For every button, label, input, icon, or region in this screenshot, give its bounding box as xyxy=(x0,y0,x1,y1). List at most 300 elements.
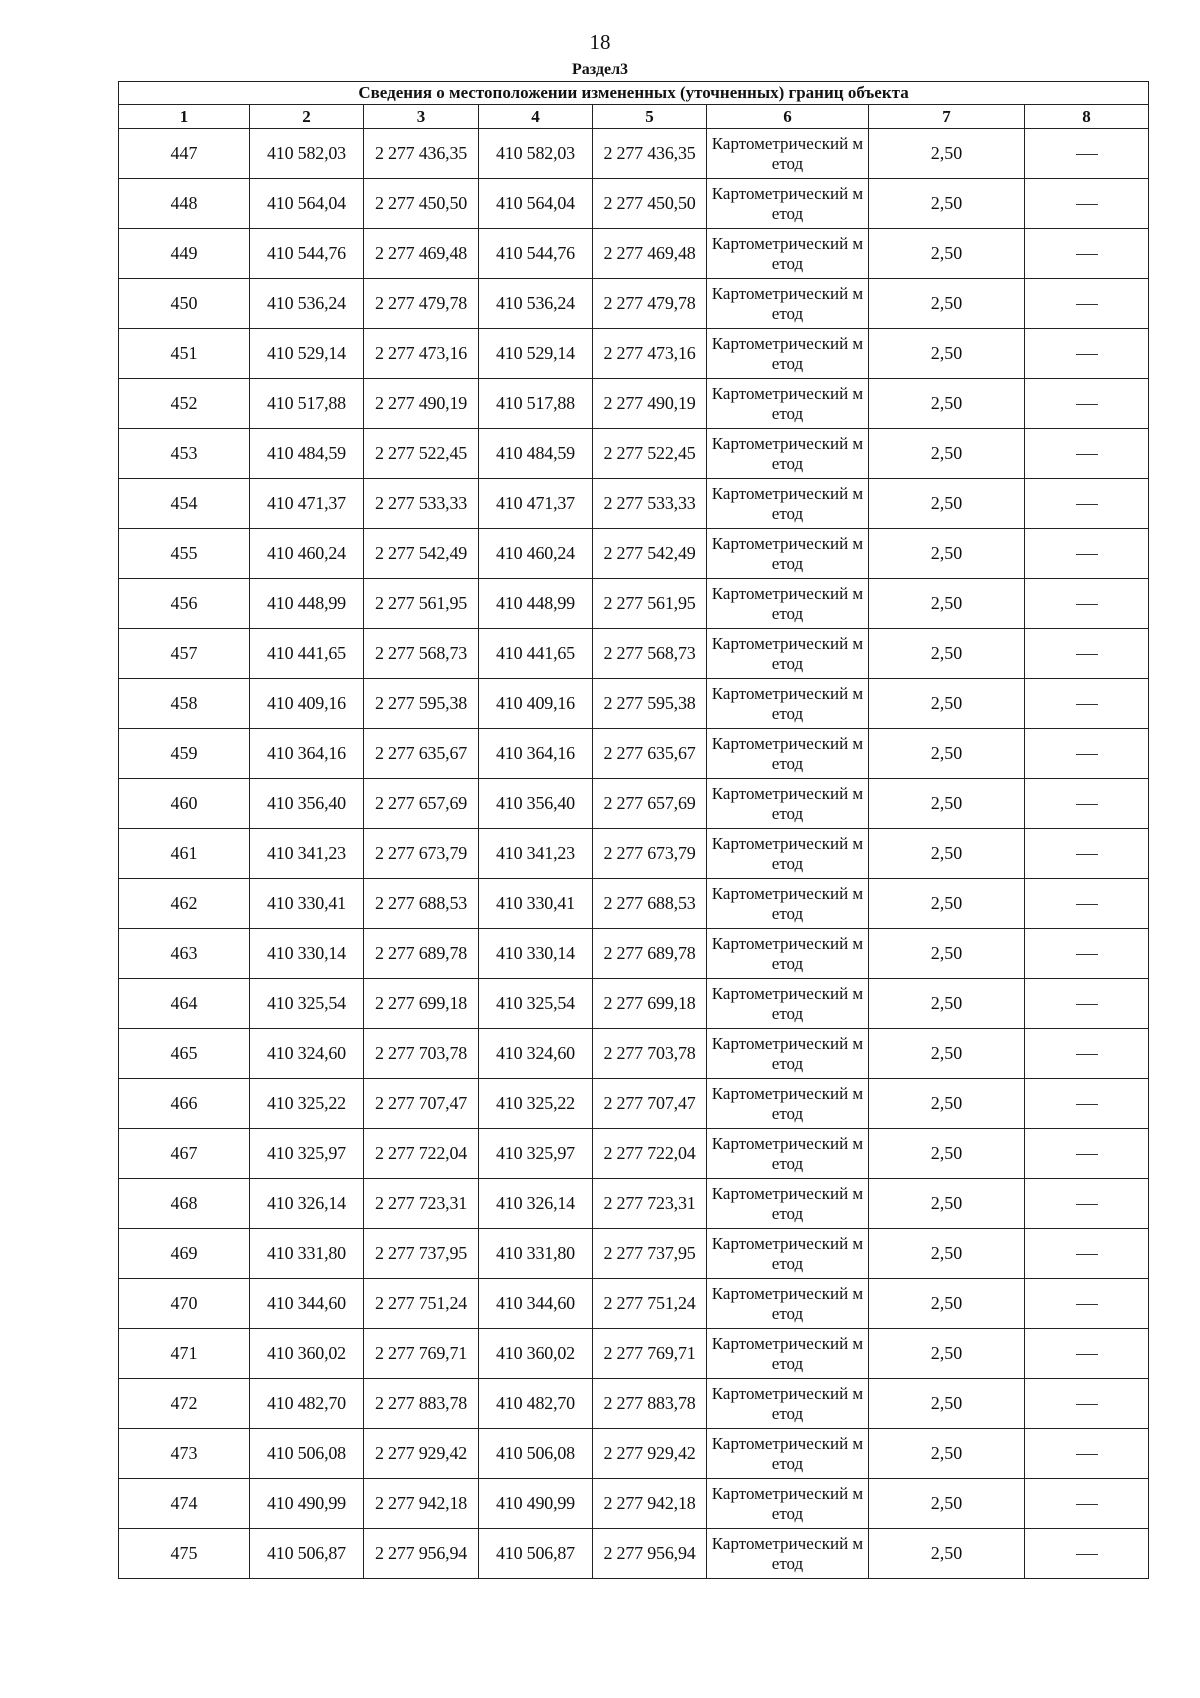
new-x-cell: 410 517,88 xyxy=(479,379,593,429)
table-row xyxy=(119,279,1149,329)
table-row xyxy=(119,1429,1149,1479)
determination-method-cell: Картометрический метод xyxy=(707,329,869,379)
new-y-cell: 2 277 688,53 xyxy=(593,879,707,929)
point-number-cell: 450 xyxy=(119,279,250,329)
accuracy-cell: 2,50 xyxy=(869,879,1025,929)
old-x-cell: 410 529,14 xyxy=(250,329,364,379)
dash-mark xyxy=(1076,1454,1098,1455)
point-number-cell: 465 xyxy=(119,1029,250,1079)
table-row xyxy=(119,929,1149,979)
old-x-cell: 410 364,16 xyxy=(250,729,364,779)
description-cell xyxy=(1025,479,1149,529)
determination-method-cell: Картометрический метод xyxy=(707,1279,869,1329)
table-title: Сведения о местоположении измененных (уточненных) границ объекта xyxy=(119,82,1149,105)
dash-mark xyxy=(1076,1254,1098,1255)
table-row xyxy=(119,1329,1149,1379)
old-y-cell: 2 277 707,47 xyxy=(364,1079,479,1129)
old-x-cell: 410 344,60 xyxy=(250,1279,364,1329)
new-x-cell: 410 506,87 xyxy=(479,1529,593,1579)
determination-method-cell: Картометрический метод xyxy=(707,629,869,679)
point-number-cell: 459 xyxy=(119,729,250,779)
new-y-cell: 2 277 703,78 xyxy=(593,1029,707,1079)
new-y-cell: 2 277 956,94 xyxy=(593,1529,707,1579)
point-number-cell: 456 xyxy=(119,579,250,629)
determination-method-cell: Картометрический метод xyxy=(707,1029,869,1079)
table-row xyxy=(119,879,1149,929)
determination-method-cell: Картометрический метод xyxy=(707,879,869,929)
new-x-cell: 410 325,22 xyxy=(479,1079,593,1129)
new-x-cell: 410 356,40 xyxy=(479,779,593,829)
old-y-cell: 2 277 956,94 xyxy=(364,1529,479,1579)
new-y-cell: 2 277 469,48 xyxy=(593,229,707,279)
new-y-cell: 2 277 769,71 xyxy=(593,1329,707,1379)
old-y-cell: 2 277 595,38 xyxy=(364,679,479,729)
old-y-cell: 2 277 450,50 xyxy=(364,179,479,229)
table-row xyxy=(119,1079,1149,1129)
description-cell xyxy=(1025,1079,1149,1129)
description-cell xyxy=(1025,1529,1149,1579)
determination-method-cell: Картометрический метод xyxy=(707,729,869,779)
point-number-cell: 475 xyxy=(119,1529,250,1579)
table-row xyxy=(119,529,1149,579)
point-number-cell: 453 xyxy=(119,429,250,479)
table-row xyxy=(119,1029,1149,1079)
old-x-cell: 410 471,37 xyxy=(250,479,364,529)
old-x-cell: 410 506,87 xyxy=(250,1529,364,1579)
new-y-cell: 2 277 722,04 xyxy=(593,1129,707,1179)
new-x-cell: 410 325,97 xyxy=(479,1129,593,1179)
new-x-cell: 410 331,80 xyxy=(479,1229,593,1279)
old-x-cell: 410 341,23 xyxy=(250,829,364,879)
accuracy-cell: 2,50 xyxy=(869,379,1025,429)
old-x-cell: 410 544,76 xyxy=(250,229,364,279)
new-x-cell: 410 564,04 xyxy=(479,179,593,229)
dash-mark xyxy=(1076,804,1098,805)
dash-mark xyxy=(1076,204,1098,205)
determination-method-cell: Картометрический метод xyxy=(707,529,869,579)
determination-method-cell: Картометрический метод xyxy=(707,829,869,879)
accuracy-cell: 2,50 xyxy=(869,1079,1025,1129)
old-y-cell: 2 277 490,19 xyxy=(364,379,479,429)
table-row xyxy=(119,379,1149,429)
dash-mark xyxy=(1076,1304,1098,1305)
dash-mark xyxy=(1076,304,1098,305)
dash-mark xyxy=(1076,1104,1098,1105)
new-y-cell: 2 277 707,47 xyxy=(593,1079,707,1129)
old-x-cell: 410 460,24 xyxy=(250,529,364,579)
old-x-cell: 410 325,97 xyxy=(250,1129,364,1179)
new-x-cell: 410 471,37 xyxy=(479,479,593,529)
table-row xyxy=(119,429,1149,479)
new-x-cell: 410 484,59 xyxy=(479,429,593,479)
accuracy-cell: 2,50 xyxy=(869,1479,1025,1529)
accuracy-cell: 2,50 xyxy=(869,1129,1025,1179)
old-y-cell: 2 277 673,79 xyxy=(364,829,479,879)
determination-method-cell: Картометрический метод xyxy=(707,1179,869,1229)
new-y-cell: 2 277 673,79 xyxy=(593,829,707,879)
dash-mark xyxy=(1076,1504,1098,1505)
new-x-cell: 410 409,16 xyxy=(479,679,593,729)
description-cell xyxy=(1025,329,1149,379)
new-x-cell: 410 344,60 xyxy=(479,1279,593,1329)
point-number-cell: 460 xyxy=(119,779,250,829)
dash-mark xyxy=(1076,754,1098,755)
old-y-cell: 2 277 751,24 xyxy=(364,1279,479,1329)
description-cell xyxy=(1025,1329,1149,1379)
old-y-cell: 2 277 568,73 xyxy=(364,629,479,679)
dash-mark xyxy=(1076,404,1098,405)
accuracy-cell: 2,50 xyxy=(869,129,1025,179)
column-header-6: 6 xyxy=(707,105,869,129)
old-y-cell: 2 277 722,04 xyxy=(364,1129,479,1179)
new-x-cell: 410 544,76 xyxy=(479,229,593,279)
determination-method-cell: Картометрический метод xyxy=(707,229,869,279)
old-x-cell: 410 536,24 xyxy=(250,279,364,329)
point-number-cell: 448 xyxy=(119,179,250,229)
accuracy-cell: 2,50 xyxy=(869,829,1025,879)
table-row xyxy=(119,1229,1149,1279)
new-y-cell: 2 277 689,78 xyxy=(593,929,707,979)
table-row xyxy=(119,1129,1149,1179)
table-body xyxy=(119,129,1149,1579)
determination-method-cell: Картометрический метод xyxy=(707,579,869,629)
new-y-cell: 2 277 737,95 xyxy=(593,1229,707,1279)
description-cell xyxy=(1025,1129,1149,1179)
table-row xyxy=(119,979,1149,1029)
description-cell xyxy=(1025,429,1149,479)
determination-method-cell: Картометрический метод xyxy=(707,1429,869,1479)
column-header-4: 4 xyxy=(479,105,593,129)
dash-mark xyxy=(1076,704,1098,705)
table-row xyxy=(119,329,1149,379)
old-y-cell: 2 277 737,95 xyxy=(364,1229,479,1279)
new-y-cell: 2 277 479,78 xyxy=(593,279,707,329)
table-row xyxy=(119,779,1149,829)
description-cell xyxy=(1025,129,1149,179)
point-number-cell: 469 xyxy=(119,1229,250,1279)
old-x-cell: 410 330,41 xyxy=(250,879,364,929)
point-number-cell: 464 xyxy=(119,979,250,1029)
dash-mark xyxy=(1076,504,1098,505)
old-x-cell: 410 330,14 xyxy=(250,929,364,979)
new-y-cell: 2 277 751,24 xyxy=(593,1279,707,1329)
accuracy-cell: 2,50 xyxy=(869,1329,1025,1379)
new-y-cell: 2 277 522,45 xyxy=(593,429,707,479)
old-x-cell: 410 506,08 xyxy=(250,1429,364,1479)
determination-method-cell: Картометрический метод xyxy=(707,179,869,229)
accuracy-cell: 2,50 xyxy=(869,429,1025,479)
description-cell xyxy=(1025,729,1149,779)
old-x-cell: 410 326,14 xyxy=(250,1179,364,1229)
new-y-cell: 2 277 595,38 xyxy=(593,679,707,729)
accuracy-cell: 2,50 xyxy=(869,179,1025,229)
old-x-cell: 410 324,60 xyxy=(250,1029,364,1079)
old-x-cell: 410 360,02 xyxy=(250,1329,364,1379)
old-x-cell: 410 441,65 xyxy=(250,629,364,679)
point-number-cell: 468 xyxy=(119,1179,250,1229)
description-cell xyxy=(1025,1479,1149,1529)
description-cell xyxy=(1025,979,1149,1029)
determination-method-cell: Картометрический метод xyxy=(707,679,869,729)
new-x-cell: 410 490,99 xyxy=(479,1479,593,1529)
dash-mark xyxy=(1076,454,1098,455)
column-header-5: 5 xyxy=(593,105,707,129)
determination-method-cell: Картометрический метод xyxy=(707,1479,869,1529)
point-number-cell: 452 xyxy=(119,379,250,429)
table-row xyxy=(119,129,1149,179)
description-cell xyxy=(1025,829,1149,879)
description-cell xyxy=(1025,1229,1149,1279)
old-y-cell: 2 277 769,71 xyxy=(364,1329,479,1379)
accuracy-cell: 2,50 xyxy=(869,479,1025,529)
old-x-cell: 410 482,70 xyxy=(250,1379,364,1429)
description-cell xyxy=(1025,879,1149,929)
accuracy-cell: 2,50 xyxy=(869,279,1025,329)
description-cell xyxy=(1025,579,1149,629)
determination-method-cell: Картометрический метод xyxy=(707,1229,869,1279)
point-number-cell: 451 xyxy=(119,329,250,379)
dash-mark xyxy=(1076,1004,1098,1005)
old-x-cell: 410 331,80 xyxy=(250,1229,364,1279)
accuracy-cell: 2,50 xyxy=(869,1229,1025,1279)
dash-mark xyxy=(1076,1204,1098,1205)
old-x-cell: 410 490,99 xyxy=(250,1479,364,1529)
table-row xyxy=(119,579,1149,629)
table-row xyxy=(119,1179,1149,1229)
old-y-cell: 2 277 703,78 xyxy=(364,1029,479,1079)
point-number-cell: 455 xyxy=(119,529,250,579)
dash-mark xyxy=(1076,254,1098,255)
determination-method-cell: Картометрический метод xyxy=(707,129,869,179)
new-y-cell: 2 277 699,18 xyxy=(593,979,707,1029)
column-header-2: 2 xyxy=(250,105,364,129)
point-number-cell: 466 xyxy=(119,1079,250,1129)
new-x-cell: 410 441,65 xyxy=(479,629,593,679)
new-x-cell: 410 364,16 xyxy=(479,729,593,779)
description-cell xyxy=(1025,1029,1149,1079)
determination-method-cell: Картометрический метод xyxy=(707,1129,869,1179)
old-x-cell: 410 517,88 xyxy=(250,379,364,429)
old-y-cell: 2 277 723,31 xyxy=(364,1179,479,1229)
table-row xyxy=(119,229,1149,279)
determination-method-cell: Картометрический метод xyxy=(707,479,869,529)
new-y-cell: 2 277 723,31 xyxy=(593,1179,707,1229)
determination-method-cell: Картометрический метод xyxy=(707,929,869,979)
dash-mark xyxy=(1076,1554,1098,1555)
description-cell xyxy=(1025,529,1149,579)
column-header-7: 7 xyxy=(869,105,1025,129)
new-x-cell: 410 529,14 xyxy=(479,329,593,379)
determination-method-cell: Картометрический метод xyxy=(707,1079,869,1129)
description-cell xyxy=(1025,679,1149,729)
old-x-cell: 410 409,16 xyxy=(250,679,364,729)
table-row xyxy=(119,679,1149,729)
dash-mark xyxy=(1076,654,1098,655)
point-number-cell: 447 xyxy=(119,129,250,179)
point-number-cell: 458 xyxy=(119,679,250,729)
description-cell xyxy=(1025,1279,1149,1329)
dash-mark xyxy=(1076,154,1098,155)
section-label: Раздел3 xyxy=(571,61,629,78)
accuracy-cell: 2,50 xyxy=(869,329,1025,379)
new-y-cell: 2 277 942,18 xyxy=(593,1479,707,1529)
dash-mark xyxy=(1076,1404,1098,1405)
new-x-cell: 410 460,24 xyxy=(479,529,593,579)
new-x-cell: 410 582,03 xyxy=(479,129,593,179)
point-number-cell: 470 xyxy=(119,1279,250,1329)
table-row xyxy=(119,1479,1149,1529)
point-number-cell: 457 xyxy=(119,629,250,679)
point-number-cell: 471 xyxy=(119,1329,250,1379)
old-y-cell: 2 277 699,18 xyxy=(364,979,479,1029)
old-y-cell: 2 277 533,33 xyxy=(364,479,479,529)
dash-mark xyxy=(1076,954,1098,955)
old-y-cell: 2 277 469,48 xyxy=(364,229,479,279)
point-number-cell: 472 xyxy=(119,1379,250,1429)
accuracy-cell: 2,50 xyxy=(869,1429,1025,1479)
accuracy-cell: 2,50 xyxy=(869,1379,1025,1429)
new-x-cell: 410 324,60 xyxy=(479,1029,593,1079)
old-y-cell: 2 277 473,16 xyxy=(364,329,479,379)
table-row xyxy=(119,629,1149,679)
accuracy-cell: 2,50 xyxy=(869,1179,1025,1229)
accuracy-cell: 2,50 xyxy=(869,229,1025,279)
table-row xyxy=(119,829,1149,879)
description-cell xyxy=(1025,929,1149,979)
description-cell xyxy=(1025,1179,1149,1229)
new-y-cell: 2 277 436,35 xyxy=(593,129,707,179)
point-number-cell: 449 xyxy=(119,229,250,279)
column-number-row xyxy=(119,105,1149,129)
column-header-3: 3 xyxy=(364,105,479,129)
new-y-cell: 2 277 450,50 xyxy=(593,179,707,229)
dash-mark xyxy=(1076,604,1098,605)
table-row xyxy=(119,729,1149,779)
new-y-cell: 2 277 542,49 xyxy=(593,529,707,579)
new-y-cell: 2 277 473,16 xyxy=(593,329,707,379)
new-x-cell: 410 360,02 xyxy=(479,1329,593,1379)
new-x-cell: 410 325,54 xyxy=(479,979,593,1029)
dash-mark xyxy=(1076,354,1098,355)
boundary-coordinates-table xyxy=(118,81,1149,1579)
old-y-cell: 2 277 479,78 xyxy=(364,279,479,329)
point-number-cell: 462 xyxy=(119,879,250,929)
old-y-cell: 2 277 522,45 xyxy=(364,429,479,479)
column-header-8: 8 xyxy=(1025,105,1149,129)
determination-method-cell: Картометрический метод xyxy=(707,279,869,329)
old-y-cell: 2 277 436,35 xyxy=(364,129,479,179)
accuracy-cell: 2,50 xyxy=(869,679,1025,729)
dash-mark xyxy=(1076,854,1098,855)
table-row xyxy=(119,1529,1149,1579)
old-x-cell: 410 325,54 xyxy=(250,979,364,1029)
old-y-cell: 2 277 929,42 xyxy=(364,1429,479,1479)
dash-mark xyxy=(1076,1354,1098,1355)
dash-mark xyxy=(1076,1154,1098,1155)
determination-method-cell: Картометрический метод xyxy=(707,779,869,829)
old-x-cell: 410 325,22 xyxy=(250,1079,364,1129)
accuracy-cell: 2,50 xyxy=(869,579,1025,629)
accuracy-cell: 2,50 xyxy=(869,1029,1025,1079)
accuracy-cell: 2,50 xyxy=(869,1279,1025,1329)
old-y-cell: 2 277 657,69 xyxy=(364,779,479,829)
new-y-cell: 2 277 883,78 xyxy=(593,1379,707,1429)
old-y-cell: 2 277 689,78 xyxy=(364,929,479,979)
new-x-cell: 410 482,70 xyxy=(479,1379,593,1429)
description-cell xyxy=(1025,1379,1149,1429)
accuracy-cell: 2,50 xyxy=(869,979,1025,1029)
dash-mark xyxy=(1076,904,1098,905)
description-cell xyxy=(1025,629,1149,679)
determination-method-cell: Картометрический метод xyxy=(707,1529,869,1579)
table-row xyxy=(119,179,1149,229)
determination-method-cell: Картометрический метод xyxy=(707,429,869,479)
new-x-cell: 410 341,23 xyxy=(479,829,593,879)
old-x-cell: 410 582,03 xyxy=(250,129,364,179)
old-y-cell: 2 277 542,49 xyxy=(364,529,479,579)
determination-method-cell: Картометрический метод xyxy=(707,379,869,429)
new-x-cell: 410 536,24 xyxy=(479,279,593,329)
dash-mark xyxy=(1076,554,1098,555)
description-cell xyxy=(1025,179,1149,229)
description-cell xyxy=(1025,1429,1149,1479)
table-row xyxy=(119,479,1149,529)
page-number: 18 xyxy=(589,30,611,54)
new-y-cell: 2 277 657,69 xyxy=(593,779,707,829)
accuracy-cell: 2,50 xyxy=(869,929,1025,979)
accuracy-cell: 2,50 xyxy=(869,779,1025,829)
column-header-1: 1 xyxy=(119,105,250,129)
description-cell xyxy=(1025,779,1149,829)
accuracy-cell: 2,50 xyxy=(869,529,1025,579)
description-cell xyxy=(1025,379,1149,429)
old-y-cell: 2 277 561,95 xyxy=(364,579,479,629)
new-y-cell: 2 277 929,42 xyxy=(593,1429,707,1479)
accuracy-cell: 2,50 xyxy=(869,729,1025,779)
point-number-cell: 461 xyxy=(119,829,250,879)
old-y-cell: 2 277 883,78 xyxy=(364,1379,479,1429)
new-x-cell: 410 330,14 xyxy=(479,929,593,979)
new-x-cell: 410 448,99 xyxy=(479,579,593,629)
old-y-cell: 2 277 942,18 xyxy=(364,1479,479,1529)
accuracy-cell: 2,50 xyxy=(869,1529,1025,1579)
point-number-cell: 473 xyxy=(119,1429,250,1479)
new-y-cell: 2 277 561,95 xyxy=(593,579,707,629)
table-row xyxy=(119,1379,1149,1429)
old-y-cell: 2 277 688,53 xyxy=(364,879,479,929)
new-x-cell: 410 326,14 xyxy=(479,1179,593,1229)
dash-mark xyxy=(1076,1054,1098,1055)
point-number-cell: 454 xyxy=(119,479,250,529)
determination-method-cell: Картометрический метод xyxy=(707,1379,869,1429)
accuracy-cell: 2,50 xyxy=(869,629,1025,679)
determination-method-cell: Картометрический метод xyxy=(707,979,869,1029)
new-x-cell: 410 506,08 xyxy=(479,1429,593,1479)
table-row xyxy=(119,1279,1149,1329)
old-x-cell: 410 448,99 xyxy=(250,579,364,629)
description-cell xyxy=(1025,229,1149,279)
determination-method-cell: Картометрический метод xyxy=(707,1329,869,1379)
new-y-cell: 2 277 635,67 xyxy=(593,729,707,779)
new-y-cell: 2 277 490,19 xyxy=(593,379,707,429)
new-y-cell: 2 277 533,33 xyxy=(593,479,707,529)
new-y-cell: 2 277 568,73 xyxy=(593,629,707,679)
old-x-cell: 410 484,59 xyxy=(250,429,364,479)
old-x-cell: 410 564,04 xyxy=(250,179,364,229)
new-x-cell: 410 330,41 xyxy=(479,879,593,929)
description-cell xyxy=(1025,279,1149,329)
point-number-cell: 474 xyxy=(119,1479,250,1529)
